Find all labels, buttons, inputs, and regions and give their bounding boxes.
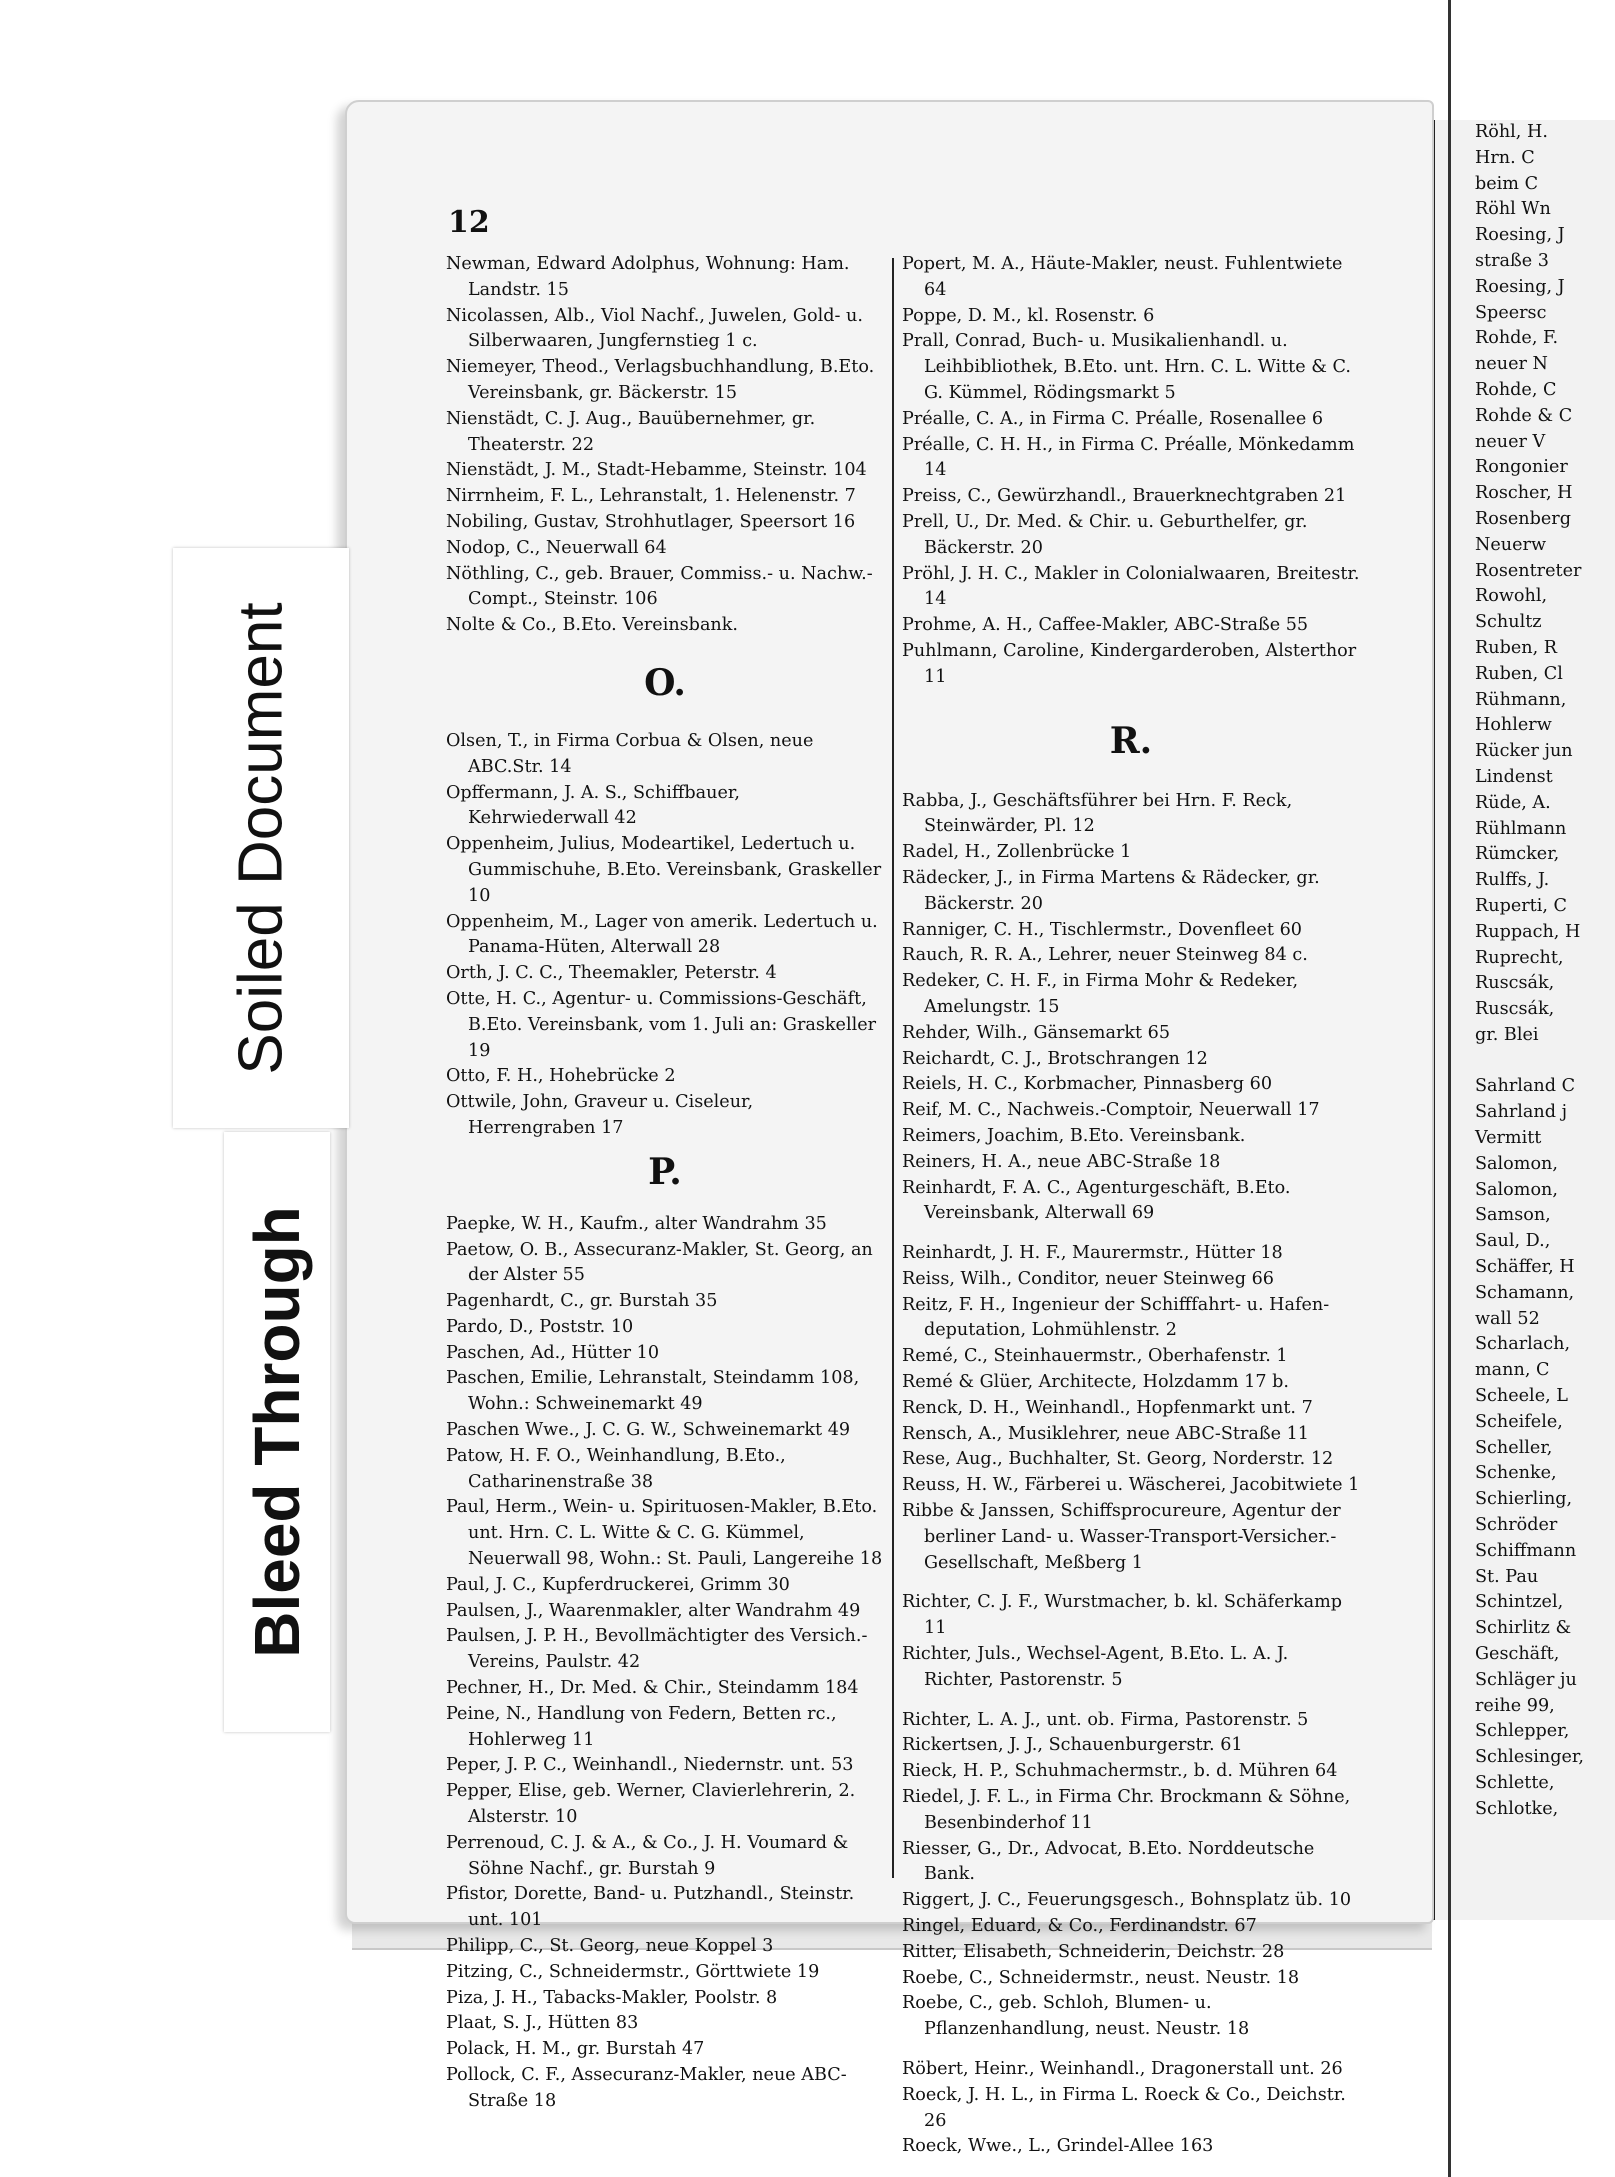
- bleed-through-label-text: Bleed Through: [241, 1206, 313, 1658]
- facing-page-fragment: Schiffmann: [1475, 1540, 1577, 1561]
- directory-entry: Reiels, H. C., Korbmacher, Pinnasberg 60: [902, 1074, 1273, 1095]
- facing-page-fragment: Rühlmann: [1475, 818, 1567, 839]
- directory-entry: Philipp, C., St. Georg, neue Koppel 3: [446, 1936, 774, 1957]
- directory-entry: Rieck, H. P., Schuhmachermstr., b. d. Mühren 64: [902, 1761, 1338, 1782]
- directory-entry: Roeck, J. H. L., in Firma L. Roeck & Co., Deichstr. 26: [902, 2084, 1346, 2131]
- facing-page-fragment: Lindenst: [1475, 766, 1553, 787]
- directory-entry: Pagenhardt, C., gr. Burstah 35: [446, 1291, 718, 1312]
- facing-page-fragment: Ruben, R: [1475, 637, 1558, 658]
- directory-entry: Paul, J. C., Kupferdruckerei, Grimm 30: [446, 1574, 790, 1595]
- directory-entry: Otto, F. H., Hohebrücke 2: [446, 1066, 676, 1087]
- directory-entry: Opffermann, J. A. S., Schiffbauer, Kehrwiederwall 42: [446, 782, 740, 829]
- directory-entry: Préalle, C. H. H., in Firma C. Préalle, Mönkedamm 14: [902, 434, 1355, 481]
- book-gutter-line: [1448, 0, 1451, 2177]
- directory-entry: Reiss, Wilh., Conditor, neuer Steinweg 66: [902, 1268, 1274, 1289]
- directory-entry: Préalle, C. A., in Firma C. Préalle, Rosenallee 6: [902, 408, 1324, 429]
- facing-page-fragment: Rücker jun: [1475, 741, 1573, 762]
- column-rule: [892, 258, 894, 1878]
- directory-entry: Rauch, R. R. A., Lehrer, neuer Steinweg 84 c.: [902, 945, 1308, 966]
- directory-entry: Richter, Juls., Wechsel-Agent, B.Eto. L. A. J. Richter, Pastorenstr. 5: [902, 1644, 1289, 1690]
- directory-entry: Reitz, F. H., Ingenieur der Schifffahrt- u. Hafen-deputation, Lohmühlenstr. 2: [902, 1294, 1330, 1341]
- directory-column-middle: [902, 252, 1360, 2160]
- directory-entry: Pfistor, Dorette, Band- u. Putzhandl., Steinstr. unt. 101: [446, 1884, 855, 1931]
- directory-entry: Oppenheim, Julius, Modeartikel, Ledertuch u. Gummischuhe, B.Eto. Vereinsbank, Graskeller 10: [446, 834, 882, 906]
- facing-page-fragment: Sahrland C: [1475, 1076, 1576, 1097]
- facing-page-fragment: Salomon,: [1475, 1179, 1558, 1200]
- facing-page-fragment: Vermitt: [1475, 1128, 1542, 1149]
- directory-entry: Riedel, J. F. L., in Firma Chr. Brockmann & Söhne, Besenbinderhof 11: [902, 1787, 1351, 1833]
- directory-entry: Riggert, J. C., Feuerungsgesch., Bohnsplatz üb. 10: [902, 1890, 1352, 1911]
- soiled-document-label-text: Soiled Document: [226, 601, 296, 1075]
- directory-entry: Ringel, Eduard, & Co., Ferdinandstr. 67: [902, 1916, 1257, 1937]
- directory-entry: Riesser, G., Dr., Advocat, B.Eto. Norddeutsche Bank.: [902, 1838, 1315, 1885]
- facing-page-fragment: Schultz: [1475, 612, 1542, 633]
- directory-entry: Prall, Conrad, Buch- u. Musikalienhandl. u. Leihbibliothek, B.Eto. unt. Hrn. C. L. Witte & C. G. Kümmel, Rödingsmarkt 5: [902, 331, 1351, 403]
- directory-entry: Ottwile, John, Graveur u. Ciseleur, Herrengraben 17: [446, 1092, 754, 1138]
- facing-page-text-fragments: [1475, 120, 1585, 1823]
- directory-entry: Renck, D. H., Weinhandl., Hopfenmarkt unt. 7: [902, 1397, 1313, 1418]
- directory-entry: Nicolassen, Alb., Viol Nachf., Juwelen, Gold- u. Silberwaaren, Jungfernstieg 1 c.: [446, 305, 863, 352]
- directory-entry: Puhlmann, Caroline, Kindergarderoben, Alsterthor 11: [902, 640, 1357, 687]
- directory-entry: Nolte & Co., B.Eto. Vereinsbank.: [446, 615, 739, 636]
- facing-page-fragment: Rohde & C: [1475, 405, 1573, 426]
- facing-page-fragment: Schäffer, H: [1475, 1257, 1575, 1278]
- directory-entry: Peper, J. P. C., Weinhandl., Niedernstr. unt. 53: [446, 1755, 854, 1776]
- directory-entry: Paulsen, J., Waarenmakler, alter Wandrahm 49: [446, 1600, 861, 1621]
- directory-entry: Rickertsen, J. J., Schauenburgerstr. 61: [902, 1735, 1243, 1756]
- facing-page-fragment: Rüde, A.: [1475, 792, 1551, 813]
- facing-page-fragment: gr. Blei: [1475, 1024, 1539, 1045]
- section-letter-r: R.: [1109, 719, 1153, 762]
- facing-page: [1432, 120, 1615, 1920]
- facing-page-fragment: Rongonier: [1475, 457, 1568, 478]
- facing-page-fragment: reihe 99,: [1475, 1695, 1555, 1716]
- facing-page-fragment: Schenke,: [1475, 1463, 1557, 1484]
- directory-entry: Peine, N., Handlung von Federn, Betten rc., Hohlerweg 11: [446, 1703, 837, 1750]
- directory-entry: Remé, C., Steinhauermstr., Oberhafenstr. 1: [902, 1346, 1288, 1367]
- directory-entry: Pardo, D., Poststr. 10: [446, 1316, 634, 1337]
- directory-entry: Rabba, J., Geschäftsführer bei Hrn. F. Reck, Steinwärder, Pl. 12: [902, 790, 1293, 837]
- directory-entry: Piza, J. H., Tabacks-Makler, Poolstr. 8: [446, 1987, 778, 2008]
- entries-r-part4: [902, 1708, 1360, 2043]
- entries-p-continued: [902, 252, 1360, 691]
- directory-entry: Reimers, Joachim, B.Eto. Vereinsbank.: [902, 1125, 1246, 1146]
- directory-entry: Prohme, A. H., Caffee-Makler, ABC-Straße 55: [902, 615, 1309, 636]
- facing-page-fragment: Schröder: [1475, 1515, 1558, 1536]
- facing-page-fragment: Hrn. C: [1475, 147, 1535, 168]
- facing-page-fragment: Hohlerw: [1475, 715, 1552, 736]
- facing-page-fragment: Ruben, Cl: [1475, 663, 1563, 684]
- directory-entry: Richter, L. A. J., unt. ob. Firma, Pastorenstr. 5: [902, 1709, 1309, 1730]
- directory-entry: Paul, Herm., Wein- u. Spirituosen-Makler, B.Eto. unt. Hrn. C. L. Witte & C. G. Kümmel, Neuerwall 98, Wohn.: St. Pauli, Langereihe 18: [446, 1497, 883, 1570]
- facing-page-fragment: Rosenberg: [1475, 508, 1571, 529]
- facing-page-fragment: Schlette,: [1475, 1773, 1555, 1793]
- directory-entry: Niemeyer, Theod., Verlagsbuchhandlung, B.Eto. Vereinsbank, gr. Bäckerstr. 15: [446, 357, 875, 403]
- facing-page-fragment: Scheifele,: [1475, 1411, 1563, 1432]
- facing-page-fragment: neuer V: [1475, 431, 1546, 452]
- entries-r-part3: [902, 1590, 1360, 1693]
- soiled-document-label: [173, 548, 349, 1128]
- facing-page-fragment: Rosentreter: [1475, 560, 1582, 581]
- facing-page-fragment: Sahrland j: [1475, 1102, 1568, 1123]
- directory-entry: Remé & Glüer, Architecte, Holzdamm 17 b.: [902, 1372, 1289, 1393]
- directory-entry: Roeck, Wwe., L., Grindel-Allee 163: [902, 2136, 1214, 2157]
- directory-entry: Reif, M. C., Nachweis.-Comptoir, Neuerwall 17: [902, 1100, 1320, 1121]
- directory-entry: Pollock, C. F., Assecuranz-Makler, neue ABC-Straße 18: [446, 2065, 847, 2111]
- facing-page-fragment: Ruprecht,: [1475, 947, 1564, 968]
- directory-entry: Paschen, Ad., Hütter 10: [446, 1342, 660, 1363]
- directory-entry: Paschen Wwe., J. C. G. W., Schweinemarkt 49: [446, 1420, 851, 1441]
- directory-entry: Ritter, Elisabeth, Schneiderin, Deichstr. 28: [902, 1941, 1285, 1962]
- facing-page-fragment: Schlotke,: [1475, 1798, 1559, 1819]
- directory-entry: Pepper, Elise, geb. Werner, Clavierlehrerin, 2. Alsterstr. 10: [446, 1781, 856, 1828]
- page-number: 12: [448, 205, 490, 240]
- facing-page-fragment: Rohde, C: [1475, 379, 1557, 400]
- entries-p: [446, 1212, 884, 2115]
- directory-entry: Reichardt, C. J., Brotschrangen 12: [902, 1048, 1208, 1069]
- directory-entry: Pechner, H., Dr. Med. & Chir., Steindamm 184: [446, 1678, 859, 1699]
- entries-o: [446, 729, 884, 1142]
- directory-entry: Ranniger, C. H., Tischlermstr., Dovenfleet 60: [902, 919, 1302, 940]
- directory-entry: Nöthling, C., geb. Brauer, Commiss.- u. Nachw.-Compt., Steinstr. 106: [446, 563, 873, 610]
- directory-entry: Rese, Aug., Buchhalter, St. Georg, Norderstr. 12: [902, 1449, 1334, 1470]
- facing-page-fragment: Ruscsák,: [1475, 999, 1555, 1020]
- facing-page-fragment: Schirlitz &: [1475, 1618, 1572, 1639]
- directory-column-left: [446, 252, 884, 2115]
- directory-entry: Nobiling, Gustav, Strohhutlager, Speersort 16: [446, 511, 856, 532]
- directory-entry: Paulsen, J. P. H., Bevollmächtigter des Versich.-Vereins, Paulstr. 42: [446, 1626, 868, 1673]
- facing-page-fragment: Roscher, H: [1475, 483, 1573, 504]
- facing-page-fragment: Schintzel,: [1475, 1592, 1564, 1613]
- facing-page-fragment: Rühmann,: [1475, 689, 1567, 710]
- facing-page-fragment: Röhl Wn: [1475, 199, 1551, 220]
- directory-entry: Roebe, C., geb. Schloh, Blumen- u. Pflanzenhandlung, neust. Neustr. 18: [902, 1993, 1250, 2040]
- directory-entry: Olsen, T., in Firma Corbua & Olsen, neue ABC.Str. 14: [446, 730, 814, 777]
- directory-entry: Newman, Edward Adolphus, Wohnung: Ham. Landstr. 15: [446, 254, 850, 300]
- directory-entry: Reiners, H. A., neue ABC-Straße 18: [902, 1151, 1221, 1172]
- facing-page-fragment: Schläger ju: [1475, 1669, 1577, 1690]
- facing-page-fragment: Ruperti, C: [1475, 895, 1568, 916]
- facing-page-fragment: Rohde, F.: [1475, 328, 1559, 349]
- facing-page-fragment: Rümcker,: [1475, 844, 1560, 865]
- directory-entry: Ribbe & Janssen, Schiffsprocureure, Agentur der berliner Land- u. Wasser-Transport-Versicher.-Gesellschaft, Meßberg 1: [902, 1501, 1341, 1573]
- directory-entry: Radel, H., Zollenbrücke 1: [902, 842, 1132, 863]
- directory-entry: Polack, H. M., gr. Burstah 47: [446, 2039, 705, 2060]
- directory-entry: Roebe, C., Schneidermstr., neust. Neustr. 18: [902, 1967, 1300, 1988]
- directory-entry: Nirrnheim, F. L., Lehranstalt, 1. Helenenstr. 7: [446, 486, 856, 507]
- facing-page-fragment: beim C: [1475, 173, 1539, 194]
- facing-page-fragment: Scharlach,: [1475, 1334, 1571, 1355]
- facing-page-fragment: Scheele, L: [1475, 1386, 1568, 1407]
- directory-entry: Rädecker, J., in Firma Martens & Rädecker, gr. Bäckerstr. 20: [902, 867, 1320, 914]
- directory-entry: Nienstädt, J. M., Stadt-Hebamme, Steinstr. 104: [446, 460, 867, 481]
- facing-page-fragment: straße 3: [1475, 250, 1549, 271]
- facing-page-fragment: Rowohl,: [1475, 586, 1548, 607]
- facing-page-fragment: Schierling,: [1475, 1489, 1573, 1510]
- directory-entry: Orth, J. C. C., Theemakler, Peterstr. 4: [446, 963, 777, 984]
- facing-page-fragment: Rulffs, J.: [1475, 870, 1550, 891]
- directory-entry: Röbert, Heinr., Weinhandl., Dragonerstall unt. 26: [902, 2059, 1343, 2079]
- facing-page-fragment: Salomon,: [1475, 1153, 1558, 1174]
- facing-page-fragment: Neuerw: [1475, 534, 1547, 555]
- directory-entry: Paetow, O. B., Assecuranz-Makler, St. Georg, an der Alster 55: [446, 1239, 873, 1286]
- facing-page-fragment: Saul, D.,: [1475, 1231, 1551, 1252]
- directory-entry: Redeker, C. H. F., in Firma Mohr & Redeker, Amelungstr. 15: [902, 971, 1299, 1017]
- facing-page-fragment: St. Pau: [1475, 1566, 1539, 1587]
- facing-page-fragment: Roesing, J: [1475, 225, 1565, 246]
- directory-entry: Reuss, H. W., Färberei u. Wäscherei, Jacobitwiete 1: [902, 1475, 1360, 1496]
- facing-page-fragment: Röhl, H.: [1475, 122, 1548, 142]
- facing-page-fragment: Scheller,: [1475, 1437, 1553, 1458]
- facing-page-fragment: Schamann,: [1475, 1282, 1575, 1303]
- directory-entry: Otte, H. C., Agentur- u. Commissions-Geschäft, B.Eto. Vereinsbank, vom 1. Juli an: Graskeller 19: [446, 988, 877, 1061]
- directory-entry: Preiss, C., Gewürzhandl., Brauerknechtgraben 21: [902, 486, 1347, 507]
- entries-r-part5: [902, 2057, 1360, 2160]
- directory-entry: Rensch, A., Musiklehrer, neue ABC-Straße 11: [902, 1423, 1310, 1444]
- entries-r: [902, 789, 1360, 1228]
- directory-entry: Reinhardt, J. H. F., Maurermstr., Hütter 18: [902, 1243, 1283, 1264]
- directory-entry: Poppe, D. M., kl. Rosenstr. 6: [902, 305, 1155, 326]
- directory-entry: Prell, U., Dr. Med. & Chir. u. Geburthelfer, gr. Bäckerstr. 20: [902, 511, 1308, 558]
- facing-page-fragment: Speersc: [1475, 302, 1547, 323]
- facing-page-fragment: Geschäft,: [1475, 1644, 1560, 1665]
- facing-page-fragment: [1475, 1049, 1567, 1075]
- facing-page-fragment: Ruscsák,: [1475, 973, 1555, 994]
- directory-entry: Pitzing, C., Schneidermstr., Görttwiete 19: [446, 1961, 820, 1982]
- section-letter-p: P.: [648, 1150, 682, 1193]
- facing-page-fragment: mann, C: [1475, 1360, 1550, 1381]
- directory-entry: Nienstädt, C. J. Aug., Bauübernehmer, gr. Theaterstr. 22: [446, 408, 816, 455]
- facing-page-fragment: Roesing, J: [1475, 276, 1565, 297]
- entries-r-part2: [902, 1241, 1360, 1576]
- bleed-through-label: [224, 1132, 330, 1732]
- directory-entry: Nodop, C., Neuerwall 64: [446, 537, 667, 558]
- directory-entry: Pröhl, J. H. C., Makler in Colonialwaaren, Breitestr. 14: [902, 563, 1360, 610]
- section-letter-o: O.: [644, 661, 686, 704]
- facing-page-fragment: Schlesinger,: [1475, 1747, 1585, 1768]
- facing-page-fragment: wall 52: [1475, 1308, 1540, 1329]
- directory-entry: Paepke, W. H., Kaufm., alter Wandrahm 35: [446, 1213, 827, 1234]
- directory-entry: Perrenoud, C. J. & A., & Co., J. H. Voumard & Söhne Nachf., gr. Burstah 9: [446, 1832, 849, 1879]
- directory-entry: Popert, M. A., Häute-Makler, neust. Fuhlentwiete 64: [902, 254, 1343, 300]
- directory-entry: Richter, C. J. F., Wurstmacher, b. kl. Schäferkamp 11: [902, 1592, 1343, 1639]
- directory-entry: Paschen, Emilie, Lehranstalt, Steindamm 108, Wohn.: Schweinemarkt 49: [446, 1368, 860, 1415]
- directory-entry: Patow, H. F. O., Weinhandlung, B.Eto., Catharinenstraße 38: [446, 1445, 786, 1492]
- entries-n: [446, 252, 884, 639]
- directory-entry: Reinhardt, F. A. C., Agenturgeschäft, B.Eto. Vereinsbank, Alterwall 69: [902, 1177, 1291, 1224]
- facing-page-fragment: Ruppach, H: [1475, 921, 1581, 942]
- facing-page-fragment: Samson,: [1475, 1205, 1551, 1226]
- directory-entry: Plaat, S. J., Hütten 83: [446, 2013, 639, 2034]
- directory-entry: Oppenheim, M., Lager von amerik. Ledertuch u. Panama-Hüten, Alterwall 28: [446, 911, 878, 958]
- facing-page-fragment: neuer N: [1475, 354, 1548, 375]
- facing-page-fragment: Schlepper,: [1475, 1721, 1570, 1742]
- directory-entry: Rehder, Wilh., Gänsemarkt 65: [902, 1022, 1171, 1043]
